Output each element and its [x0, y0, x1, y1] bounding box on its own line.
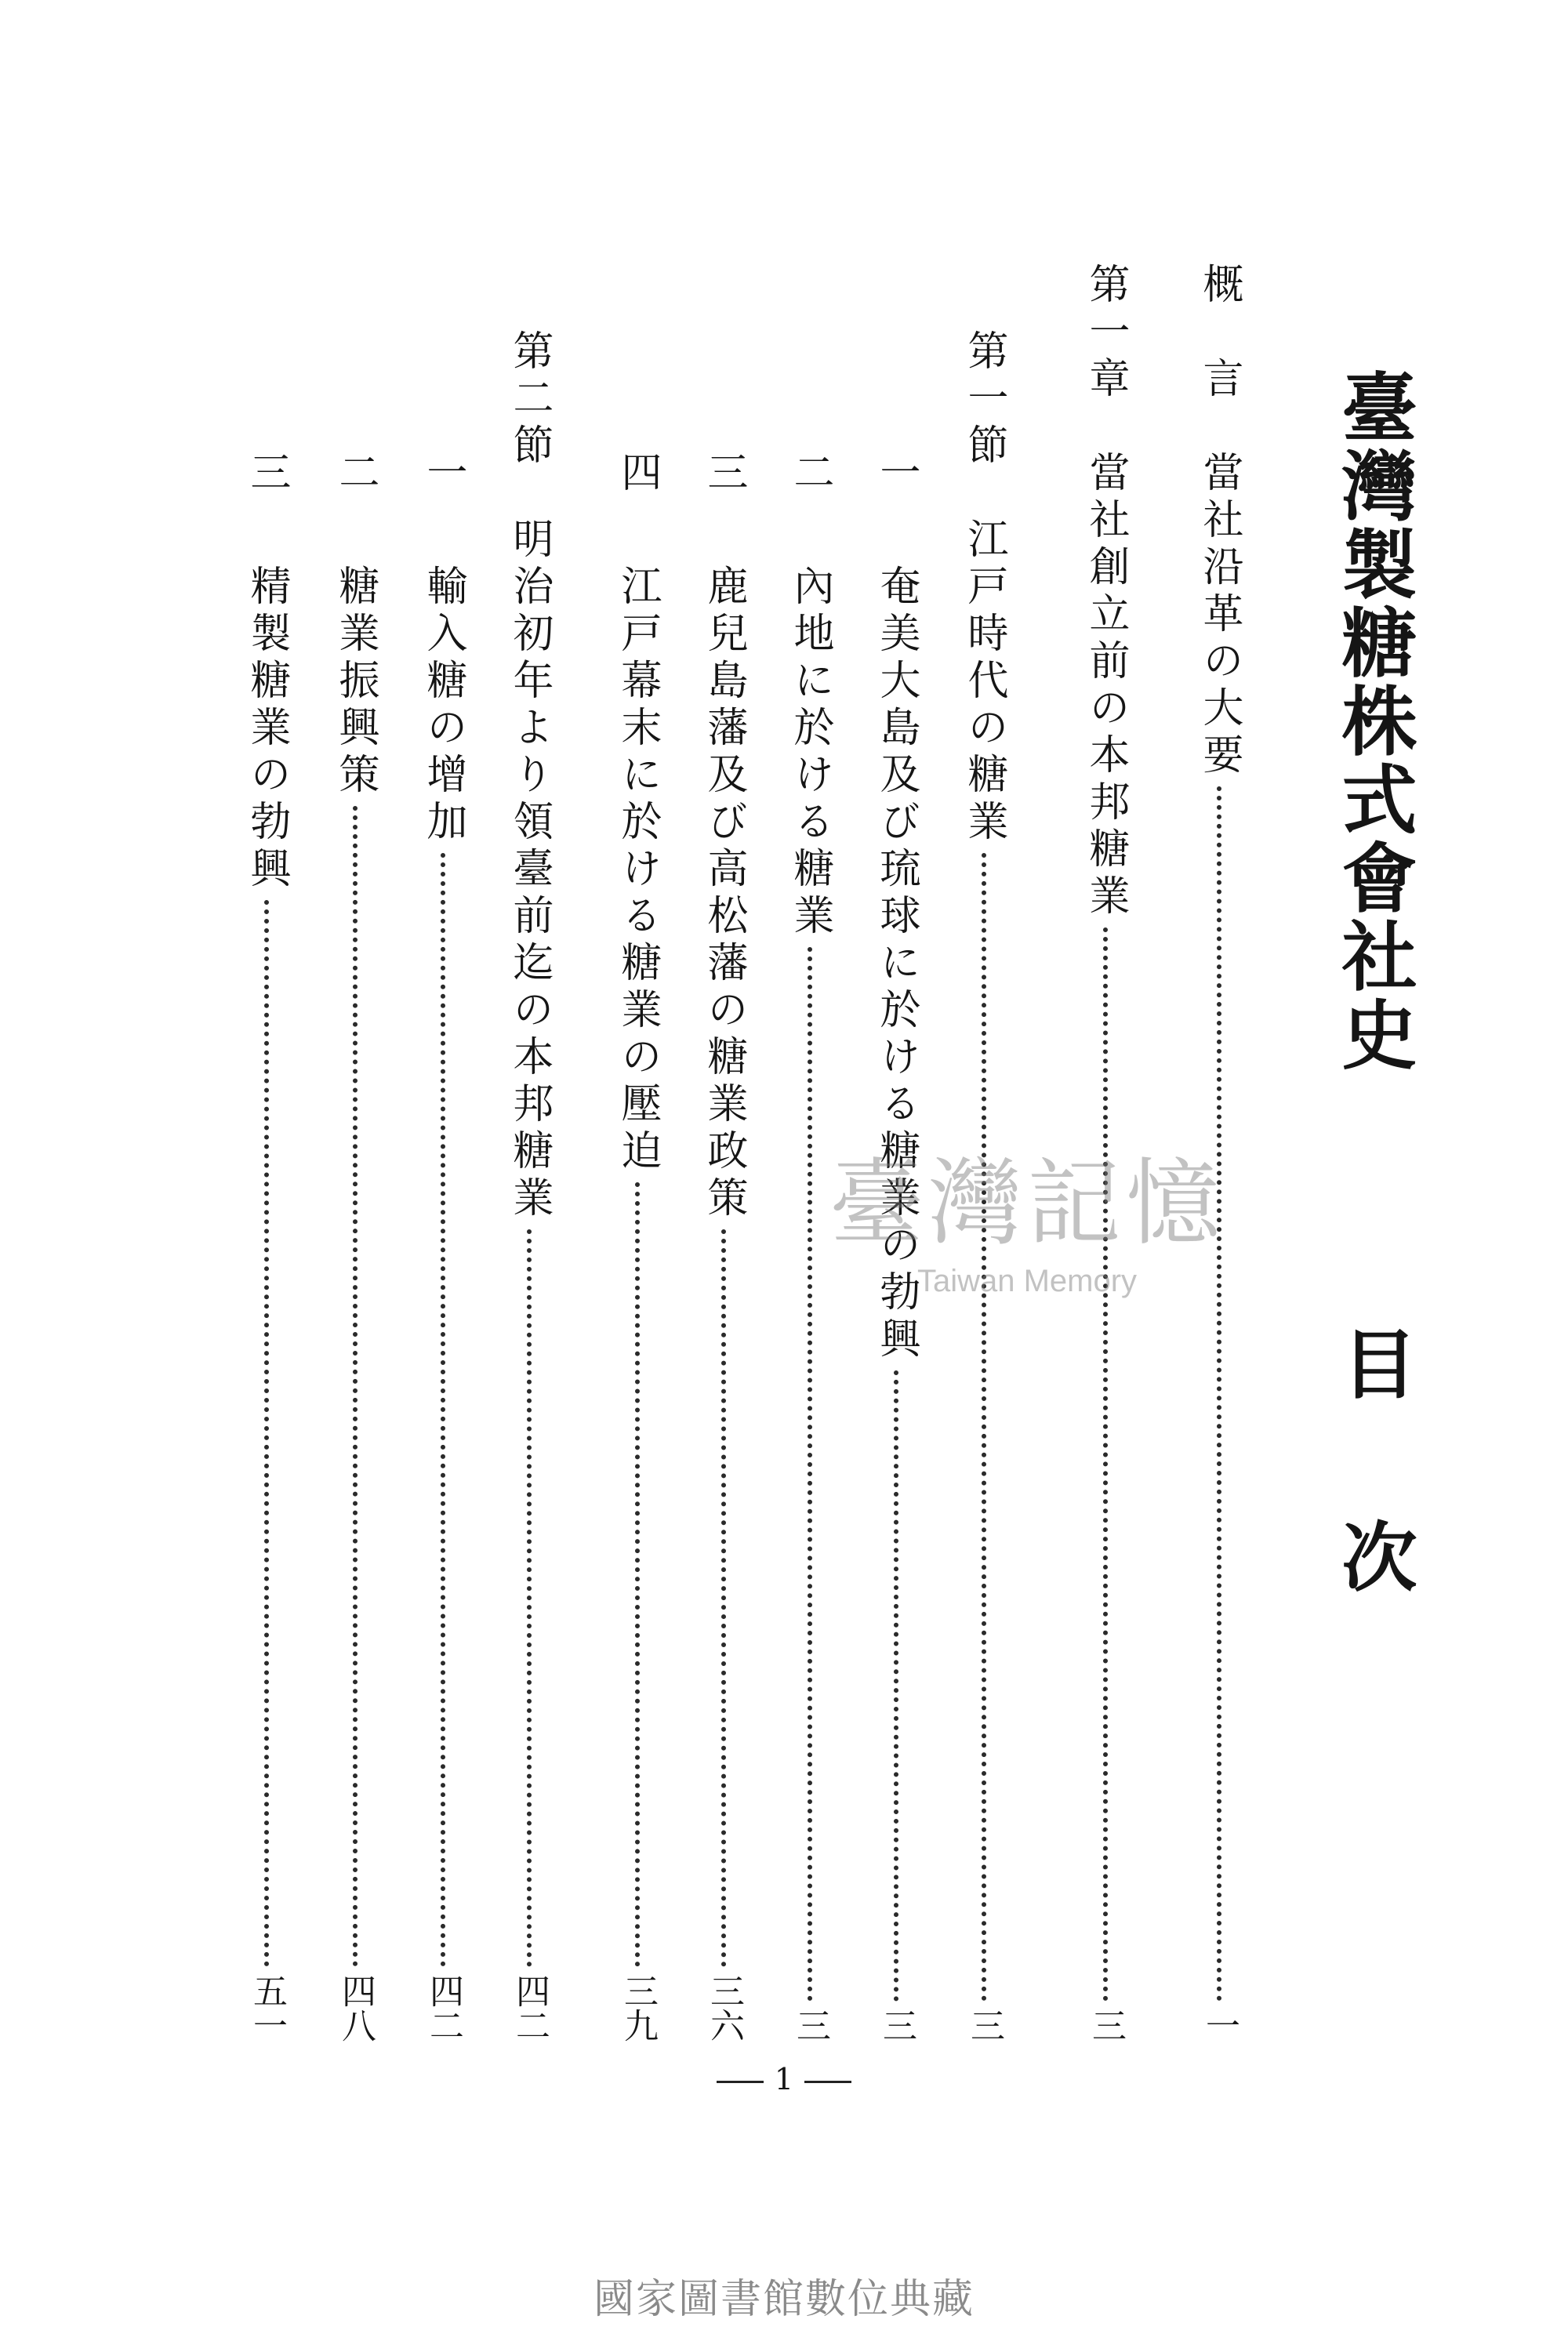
leader-dots — [527, 1229, 532, 1967]
entry-label: 三 — [243, 451, 290, 498]
leader-dots — [894, 1370, 898, 2002]
book-title: 臺灣製糖株式會社史 — [1330, 368, 1418, 1074]
entry-label: 三 — [700, 451, 747, 498]
leader-dots — [1103, 927, 1108, 2002]
entry-label: 第一節 — [960, 329, 1007, 470]
leader-dots — [1217, 786, 1221, 2002]
entry-page: 三 — [964, 2008, 1004, 2042]
entry-label: 概 言 — [1196, 263, 1243, 404]
leader-dots — [264, 900, 269, 1967]
folio-number: 1 — [774, 2062, 794, 2096]
entry-label: 四 — [614, 451, 661, 498]
entry-page: 三 — [877, 2008, 916, 2042]
toc-entry — [502, 329, 557, 2042]
entry-title: 當社創立前の本邦糖業 — [1082, 451, 1129, 921]
entry-label: 第一章 — [1082, 263, 1129, 404]
entry-label: 二 — [786, 451, 833, 498]
entry-title: 精製糖業の勃興 — [243, 564, 290, 894]
leader-dots — [635, 1182, 640, 1967]
leader-dots — [721, 1229, 726, 1967]
leader-dots — [982, 853, 986, 2002]
leader-dots — [441, 853, 445, 1967]
leader-dots — [353, 806, 358, 1967]
entry-title: 內地に於ける糖業 — [786, 564, 833, 941]
contents-heading: 目次 — [1330, 1325, 1418, 1711]
entry-page: 一 — [1200, 2008, 1240, 2042]
entry-title: 奄美大島及び琉球に於ける糖業の勃興 — [873, 564, 920, 1364]
toc-entry — [416, 451, 470, 2042]
library-footer: 國家圖書館數位典藏 — [593, 2276, 975, 2323]
entry-page: 四二 — [423, 1973, 463, 2042]
entry-title: 江戸時代の糖業 — [960, 517, 1007, 847]
entry-title: 明治初年より領臺前迄の本邦糖業 — [506, 517, 553, 1223]
entry-page: 三九 — [618, 1973, 658, 2042]
entry-label: 二 — [332, 451, 379, 498]
taiwan-memory-watermark — [772, 1149, 1282, 1356]
page-number — [0, 2062, 1568, 2096]
watermark-chinese: 臺灣記憶 — [829, 1149, 1225, 1258]
entry-title: 江戸幕末に於ける糖業の壓迫 — [614, 564, 661, 1176]
toc-entry — [239, 451, 294, 2042]
leader-dots — [808, 947, 812, 2002]
entry-title: 鹿兒島藩及び高松藩の糖業政策 — [700, 564, 747, 1223]
entry-page: 五一 — [247, 1973, 287, 2042]
entry-title: 糖業振興策 — [332, 564, 379, 800]
toc-entry — [696, 451, 751, 2042]
entry-page: 三六 — [704, 1973, 744, 2042]
folio-dash — [717, 2081, 764, 2083]
folio-dash — [804, 2081, 851, 2083]
entry-page: 四二 — [510, 1973, 550, 2042]
entry-page: 三 — [790, 2008, 830, 2042]
entry-title: 當社沿革の大要 — [1196, 451, 1243, 780]
entry-title: 輸入糖の增加 — [419, 564, 466, 847]
entry-label: 一 — [873, 451, 920, 498]
entry-page: 三 — [1086, 2008, 1126, 2042]
toc-entry — [328, 451, 383, 2042]
toc-entry — [610, 451, 665, 2042]
entry-label: 一 — [419, 451, 466, 498]
watermark-english: Taiwan Memory — [916, 1264, 1138, 1298]
entry-label: 第二節 — [506, 329, 553, 470]
entry-page: 四八 — [336, 1973, 376, 2042]
